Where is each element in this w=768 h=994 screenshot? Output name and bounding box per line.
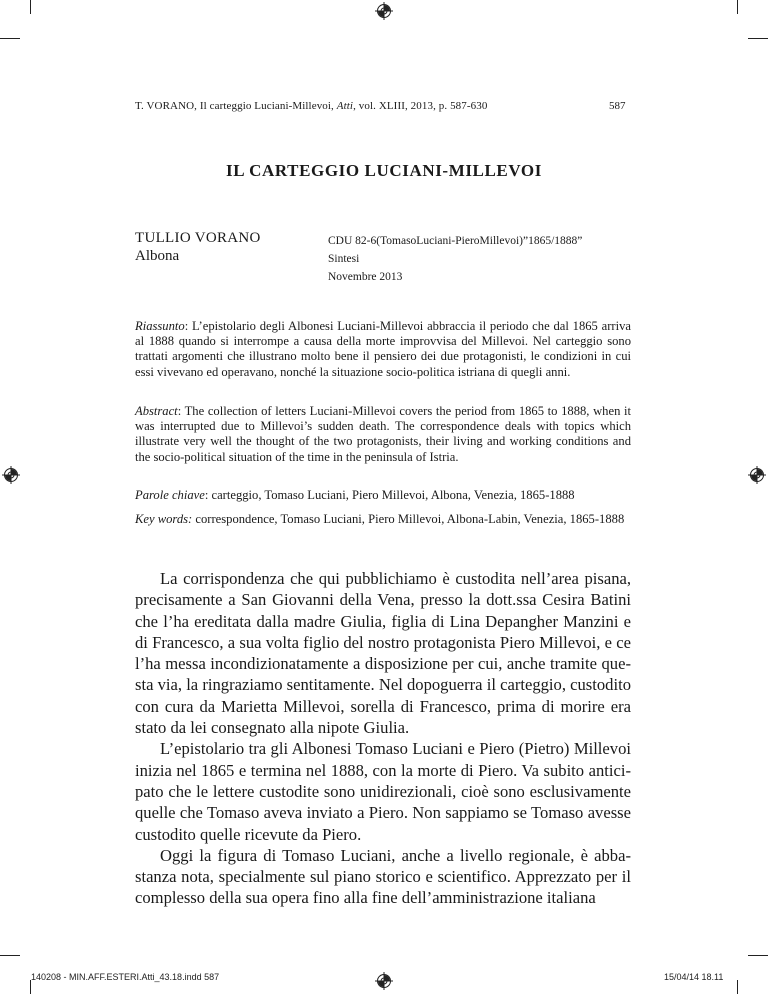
article-body xyxy=(135,568,631,909)
registration-mark-icon xyxy=(375,972,393,990)
header-volume-pages: , vol. XLIII, 2013, p. 587-630 xyxy=(353,100,488,112)
registration-mark-icon xyxy=(748,466,766,484)
classification-block xyxy=(328,232,582,286)
label-separator: : xyxy=(184,319,192,333)
header-journal: Atti xyxy=(336,100,354,112)
abstract-text: L’epistolario degli Albonesi Luciani-Millevoi abbraccia il periodo che dal 1865 arriva al 1888 quando si interrompe a causa della morte improvvisa del Millevoi. Nel carteggio sono trattati argomenti che illustrano molto bene il pensiero dei due protagonisti, le condizioni in cui essi vivevano ed operavano, nonché la situazione socio-politica istriana di quegli anni. xyxy=(135,319,631,379)
abstract-label: Abstract xyxy=(135,404,178,418)
abstract-english xyxy=(135,404,631,465)
parole-chiave xyxy=(135,488,631,503)
crop-mark xyxy=(737,0,738,14)
footer-timestamp: 15/04/14 18.11 xyxy=(664,972,724,982)
abstract-label: Riassunto xyxy=(135,319,185,333)
label-separator: : xyxy=(204,488,212,502)
abstract-text: The collection of letters Luciani-Millevoi covers the period from 1865 to 1888, when it was interrupted due to Millevoi’s sudden death. The correspondence deals with topics which illustrate very well the thought of the two protagonists, their living and working conditions and the socio-political situation of the time in the peninsula of Istria. xyxy=(135,404,632,464)
footer-file-slug: 140208 - MIN.AFF.ESTERI.Atti_43.18.indd 587 xyxy=(31,972,220,982)
crop-mark xyxy=(30,0,31,14)
body-paragraph: Oggi la figura di Tomaso Luciani, anche a livello regionale, è abbastanza nota, specialmente sul piano storico e scientifico. Apprezzato per il complesso della sua opera fino alla fine dell’amministrazione italiana xyxy=(135,845,631,908)
article-title: IL CARTEGGIO LUCIANI-MILLEVOI xyxy=(226,161,542,180)
running-header xyxy=(135,100,487,112)
keywords-label: Parole chiave xyxy=(135,488,205,502)
body-paragraph: La corrispondenza che qui pubblichiamo è custodita nell’area pisana, precisamente a San Giovanni della Vena, presso la dott.ssa Cesira Batini che l’ha ereditata dalla madre Giulia, figlia di Lina Depangher Manzini e di Francesco, a sua volta figlio del nostro protagonista Piero Millevoi, e ce l’ha messa incondizionatamente a disposizione per cui, anche tramite questa via, la ringraziamo sentitamente. Nel dopoguerra il carteggio, custodito con cura da Marietta Millevoi, sorella di Francesco, prima di morire era stato da lei consegnato alla nipote Giulia. xyxy=(135,569,631,738)
registration-mark-icon xyxy=(375,2,393,20)
crop-mark xyxy=(748,38,768,39)
crop-mark xyxy=(737,980,738,994)
author-name: TULLIO VORANO xyxy=(135,230,261,246)
crop-mark xyxy=(30,980,31,994)
label-separator: : xyxy=(177,404,185,418)
riassunto xyxy=(135,319,631,380)
keywords-label: Key words: xyxy=(135,512,193,526)
crop-mark xyxy=(748,955,768,956)
key-words xyxy=(135,512,631,527)
registration-mark-icon xyxy=(2,466,20,484)
keywords-text: correspondence, Tomaso Luciani, Piero Millevoi, Albona-Labin, Venezia, 1865-1888 xyxy=(195,512,625,526)
cdu-code: CDU 82-6(TomasoLuciani-PieroMillevoi)”1865/1888” xyxy=(328,235,583,247)
page-number: 587 xyxy=(609,100,626,112)
keywords-text: carteggio, Tomaso Luciani, Piero Millevoi, Albona, Venezia, 1865-1888 xyxy=(211,488,575,502)
crop-mark xyxy=(0,38,20,39)
header-author: T. VORANO, Il carteggio Luciani-Millevoi, xyxy=(135,100,334,112)
author-affiliation: Albona xyxy=(135,248,180,264)
article-type: Sintesi xyxy=(328,253,360,265)
article-date: Novembre 2013 xyxy=(328,271,403,283)
crop-mark xyxy=(0,955,20,956)
body-paragraph: L’epistolario tra gli Albonesi Tomaso Luciani e Piero (Pietro) Millevoi inizia nel 1865 e termina nel 1888, con la morte di Piero. Va subito anticipato che le lettere custodite sono unidirezionali, cioè sono esclusivamente quelle che Tomaso aveva inviato a Piero. Non sappiamo se Tomaso avesse custodito quelle ricevute da Piero. xyxy=(135,739,631,844)
